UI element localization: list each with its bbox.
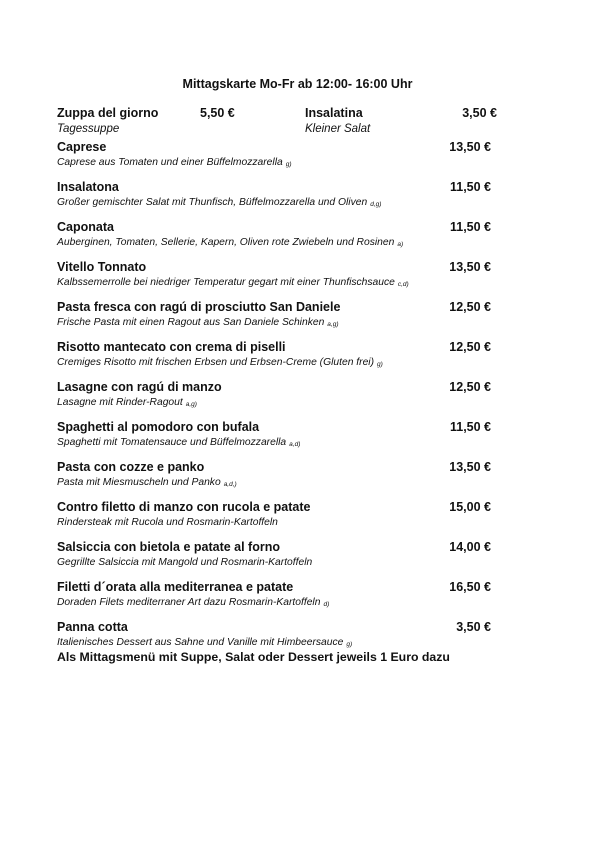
menu-item-name: Insalatona	[57, 180, 119, 194]
menu-item-name: Pasta fresca con ragú di prosciutto San Daniele	[57, 300, 341, 314]
allergen-codes: d,g)	[370, 201, 382, 208]
menu-item-description-text: Gegrillte Salsiccia mit Mangold und Rosmarin-Kartoffeln	[57, 557, 313, 568]
menu-item-description-text: Doraden Filets mediterraner Art dazu Rosmarin-Kartoffeln	[57, 597, 321, 608]
menu-item-price: 13,50 €	[449, 140, 491, 154]
menu-item	[57, 260, 497, 300]
menu-footer-note: Als Mittagsmenü mit Suppe, Salat oder Dessert jeweils 1 Euro dazu	[57, 650, 450, 664]
menu-item-name: Lasagne con ragú di manzo	[57, 380, 222, 394]
menu-item	[57, 460, 497, 500]
menu-item-description	[57, 557, 312, 568]
salad-subtitle: Kleiner Salat	[305, 123, 371, 135]
menu-item	[57, 140, 497, 180]
soup-subtitle: Tagessuppe	[57, 123, 120, 135]
menu-item-description	[57, 597, 329, 608]
menu-item-name: Risotto mantecato con crema di piselli	[57, 340, 286, 354]
menu-item-description-text: Großer gemischter Salat mit Thunfisch, Büffelmozzarella und Oliven	[57, 197, 368, 208]
allergen-codes: a,d)	[289, 441, 301, 448]
menu-item-description	[57, 397, 197, 408]
menu-item-price: 12,50 €	[449, 340, 491, 354]
menu-item-name: Caponata	[57, 220, 114, 234]
allergen-codes: a,g)	[185, 401, 197, 408]
menu-item-price: 16,50 €	[449, 580, 491, 594]
allergen-codes: d)	[323, 601, 330, 608]
menu-item-price: 11,50 €	[449, 180, 491, 194]
allergen-codes: g)	[346, 641, 353, 648]
menu-items	[57, 140, 497, 660]
allergen-codes: g)	[377, 361, 383, 368]
menu-item-description	[57, 157, 292, 168]
menu-item-price: 13,50 €	[449, 460, 491, 474]
menu-item-price: 11,50 €	[449, 220, 491, 234]
menu-item	[57, 500, 497, 540]
allergen-codes: c,d)	[397, 281, 409, 288]
menu-item-name: Contro filetto di manzo con rucola e patate	[57, 500, 311, 514]
menu-item	[57, 220, 497, 260]
menu-item-description-text: Kalbssemerrolle bei niedriger Temperatur gegart mit einer Thunfischsauce	[57, 277, 395, 288]
allergen-codes: a)	[397, 241, 404, 248]
menu-item-price: 3,50 €	[456, 620, 491, 634]
menu-item-description-text: Pasta mit Miesmuscheln und Panko	[57, 477, 221, 488]
menu-item-name: Caprese	[57, 140, 107, 154]
menu-item-description	[57, 237, 403, 248]
menu-item-description	[57, 637, 352, 648]
soup-salad-row	[57, 106, 497, 140]
menu-item-name: Spaghetti al pomodoro con bufala	[57, 420, 260, 434]
menu-item-price: 12,50 €	[449, 300, 491, 314]
menu-item-description-text: Italienisches Dessert aus Sahne und Vanille mit Himbeersauce	[57, 637, 344, 648]
menu-item-description-text: Frische Pasta mit einen Ragout aus San Daniele Schinken	[57, 317, 325, 328]
menu-item-description	[57, 357, 383, 368]
menu-item-name: Vitello Tonnato	[57, 260, 147, 274]
menu-item-name: Panna cotta	[57, 620, 128, 634]
menu-item-name: Filetti d´orata alla mediterranea e patate	[57, 580, 294, 594]
menu-item-description-text: Auberginen, Tomaten, Sellerie, Kapern, Oliven rote Zwiebeln und Rosinen	[57, 237, 395, 248]
menu-item-price: 14,00 €	[449, 540, 491, 554]
menu-item-price: 13,50 €	[449, 260, 491, 274]
menu-item	[57, 300, 497, 340]
menu-item	[57, 180, 497, 220]
menu-item-description-text: Cremiges Risotto mit frischen Erbsen und Erbsen-Creme (Gluten frei)	[57, 357, 375, 368]
menu-item-name: Salsiccia con bietola e patate al forno	[57, 540, 280, 554]
menu-item-description	[57, 197, 381, 208]
menu-item-description	[57, 477, 237, 488]
menu-item-description-text: Lasagne mit Rinder-Ragout	[57, 397, 183, 408]
menu-item-price: 15,00 €	[449, 500, 491, 514]
allergen-codes: a,d,)	[223, 481, 237, 488]
soup-price: 5,50 €	[200, 106, 235, 120]
menu-item-description	[57, 317, 339, 328]
menu-title: Mittagskarte Mo-Fr ab 12:00- 16:00 Uhr	[182, 77, 413, 91]
menu-item-price: 12,50 €	[449, 380, 491, 394]
menu-item-description-text: Caprese aus Tomaten und einer Büffelmozzarella	[57, 157, 283, 168]
menu-item-description	[57, 277, 409, 288]
menu-item	[57, 580, 497, 620]
allergen-codes: g)	[285, 161, 292, 168]
allergen-codes: a,g)	[327, 321, 339, 328]
menu-item-description	[57, 517, 278, 528]
menu-item	[57, 380, 497, 420]
menu-item	[57, 340, 497, 380]
soup-name: Zuppa del giorno	[57, 106, 159, 120]
menu-item	[57, 420, 497, 460]
menu-item	[57, 540, 497, 580]
menu-item-description-text: Spaghetti mit Tomatensauce und Büffelmozzarella	[57, 437, 287, 448]
menu-item-price: 11,50 €	[449, 420, 491, 434]
salad-name: Insalatina	[305, 106, 363, 120]
salad-price: 3,50 €	[462, 106, 497, 120]
menu-item-name: Pasta con cozze e panko	[57, 460, 205, 474]
menu-item-description-text: Rindersteak mit Rucola und Rosmarin-Kartoffeln	[57, 517, 278, 528]
menu-item-description	[57, 437, 300, 448]
